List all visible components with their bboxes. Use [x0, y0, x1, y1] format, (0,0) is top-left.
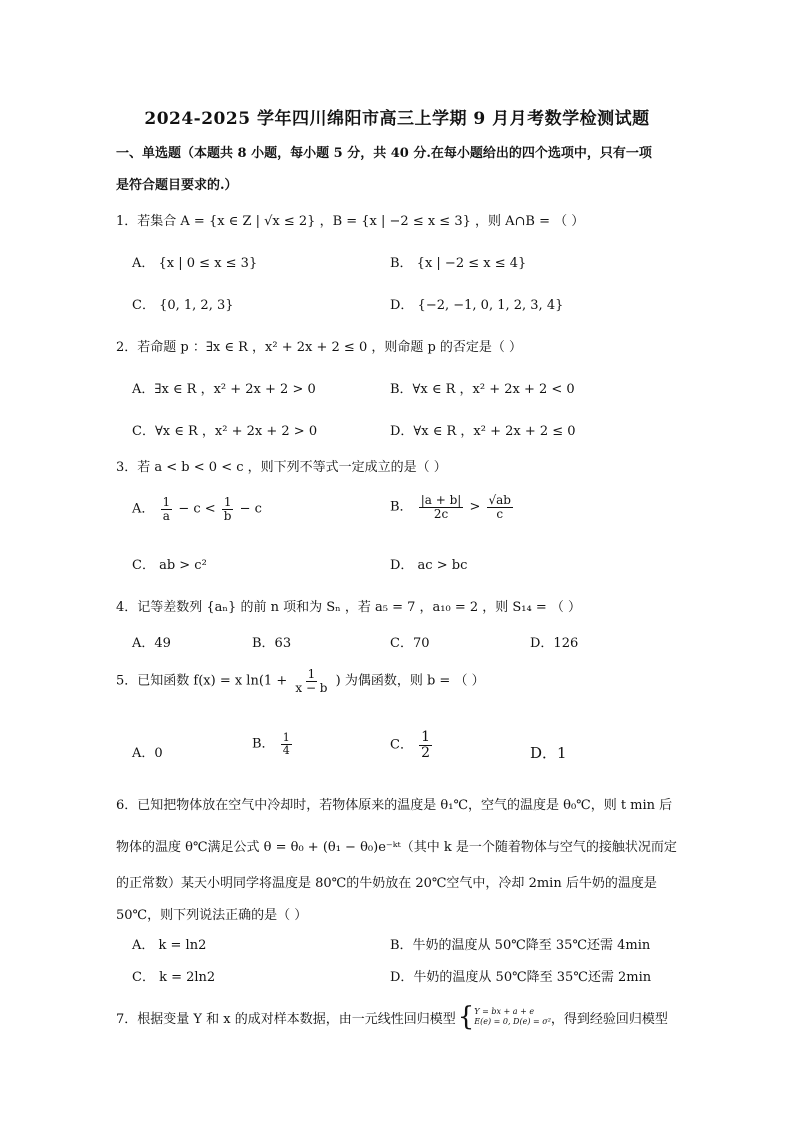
q5-stem-frac-num: 1	[307, 667, 316, 681]
q1-stem: 1．若集合 A = {x ∈ Z | √x ≤ 2} ，B = {x | −2 ≤ x ≤ 3} ，则 A∩B = （ ）	[116, 214, 585, 229]
q5-option-c	[390, 730, 434, 760]
q6-line4: 50℃，则下列说法正确的是（ ）	[116, 908, 308, 923]
q1-option-b: B． {x | −2 ≤ x ≤ 4}	[390, 256, 527, 271]
q7-system-line1: Y = bx + a + e	[474, 1006, 535, 1016]
q5-b-frac-num: 1	[282, 731, 290, 744]
q7-stem	[116, 1004, 668, 1030]
q3-a-end: − c	[239, 501, 262, 517]
q4-option-b: B．63	[252, 636, 292, 651]
q5-b-label: B．	[252, 736, 275, 752]
q3-b-frac1-den: 2c	[433, 506, 449, 521]
q6-line2: 物体的温度 θ℃满足公式 θ = θ₀ + (θ₁ − θ₀)e⁻ᵏᵗ（其中 k 是一个随着物体与空气的接触状况而定	[116, 840, 677, 855]
q5-option-d: D．1	[530, 744, 567, 762]
q3-option-b	[390, 494, 515, 520]
q7-brace: {	[457, 1002, 475, 1032]
q5-b-frac	[281, 732, 292, 756]
q3-stem: 3．若 a < b < 0 < c ，则下列不等式一定成立的是（ ）	[116, 460, 447, 475]
q4-option-a: A．49	[132, 636, 171, 651]
q6-line1: 6．已知把物体放在空气中冷却时，若物体原来的温度是 θ₁℃，空气的温度是 θ₀℃，则 t min 后	[116, 798, 673, 813]
section-heading-line2: 是符合题目要求的.）	[116, 178, 238, 193]
q7-stem-pre: 7．根据变量 Y 和 x 的成对样本数据，由一元线性回归模型	[116, 1011, 456, 1027]
q5-stem	[116, 668, 485, 694]
q7-stem-post: ，得到经验回归模型	[550, 1011, 668, 1027]
q7-system-line2: E(e) = 0, D(e) = σ²	[474, 1017, 551, 1026]
q3-a-frac2-den: b	[223, 508, 232, 523]
page-title: 2024-2025 学年四川绵阳市高三上学期 9 月月考数学检测试题	[144, 109, 650, 129]
q3-a-frac1	[161, 496, 173, 522]
q3-b-frac1	[419, 494, 464, 520]
q3-a-mid: − c <	[178, 501, 216, 517]
q3-a-label: A．	[132, 501, 155, 517]
q1-option-c: C． {0, 1, 2, 3}	[132, 298, 234, 313]
q5-b-frac-den: 4	[282, 743, 290, 757]
q6-option-a: A． k = ln2	[132, 938, 207, 953]
q6-option-b: B．牛奶的温度从 50℃降至 35℃还需 4min	[390, 938, 651, 953]
q2-option-d: D．∀x ∈ R ，x² + 2x + 2 ≤ 0	[390, 424, 576, 439]
q3-a-frac2	[222, 496, 234, 522]
q3-a-frac1-den: a	[162, 508, 170, 523]
q7-system-lines	[474, 1007, 551, 1028]
q2-option-b: B．∀x ∈ R ，x² + 2x + 2 < 0	[390, 382, 575, 397]
section-heading-line1: 一、单选题（本题共 8 小题，每小题 5 分，共 40 分.在每小题给出的四个选项中，只有一项	[116, 146, 652, 161]
q6-option-d: D．牛奶的温度从 50℃降至 35℃还需 2min	[390, 970, 652, 985]
q5-c-label: C．	[390, 737, 413, 753]
q5-c-frac-num: 1	[421, 729, 431, 745]
q6-line3: 的正常数）某天小明同学将温度是 80℃的牛奶放在 20℃空气中，冷却 2min 后牛奶的温度是	[116, 876, 657, 891]
q3-option-c: C． ab > c²	[132, 558, 207, 573]
q7-equation-system	[458, 1004, 551, 1030]
q2-option-a: A．∃x ∈ R ，x² + 2x + 2 > 0	[132, 382, 316, 397]
q5-option-b	[252, 732, 294, 756]
q3-b-frac2	[487, 494, 513, 520]
q4-option-d: D．126	[530, 636, 579, 651]
q3-b-frac2-num: √ab	[488, 493, 511, 507]
q4-stem: 4．记等差数列 {aₙ} 的前 n 项和为 Sₙ ，若 a₅ = 7 ，a₁₀ = 2 ，则 S₁₄ = （ ）	[116, 600, 582, 615]
q5-stem-post: ) 为偶函数，则 b = （ ）	[335, 673, 485, 689]
q6-option-c: C． k = 2ln2	[132, 970, 216, 985]
q5-option-a: A．0	[132, 746, 163, 761]
q3-b-mid: >	[469, 499, 481, 515]
q3-b-label: B．	[390, 499, 413, 515]
q4-option-c: C．70	[390, 636, 430, 651]
q1-option-a: A． {x | 0 ≤ x ≤ 3}	[132, 256, 258, 271]
q5-c-frac-den: 2	[421, 744, 431, 761]
q5-stem-pre: 5．已知函数 f(x) = x ln(1 +	[116, 673, 288, 689]
q3-b-frac2-den: c	[496, 506, 504, 521]
q5-c-frac	[419, 730, 432, 760]
q3-b-frac1-num: |a + b|	[420, 493, 462, 507]
q3-a-frac1-num: 1	[162, 495, 171, 509]
q2-stem: 2．若命题 p ：∃x ∈ R ，x² + 2x + 2 ≤ 0 ，则命题 p 的否定是（ ）	[116, 340, 523, 355]
q5-stem-frac-den: x − b	[295, 680, 328, 695]
q3-option-d: D． ac > bc	[390, 558, 468, 573]
q3-option-a	[132, 496, 262, 522]
q1-option-d: D． {−2, −1, 0, 1, 2, 3, 4}	[390, 298, 564, 313]
q5-stem-frac	[293, 668, 329, 694]
q3-a-frac2-num: 1	[223, 495, 232, 509]
q2-option-c: C．∀x ∈ R ，x² + 2x + 2 > 0	[132, 424, 318, 439]
